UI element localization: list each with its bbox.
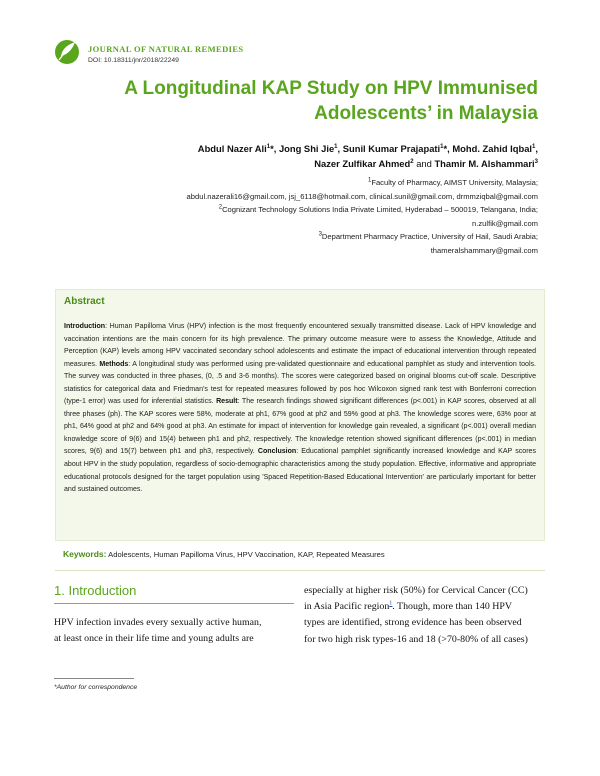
author-name: Mohd. Zahid Iqbal [452, 143, 533, 154]
body-line: especially at higher risk (50%) for Cervical Cancer (CC) [304, 585, 528, 596]
author-affiliation-mark: 3 [534, 158, 538, 165]
footnote-rule [54, 678, 134, 679]
author-affiliation-mark: 1 [266, 143, 271, 150]
author-list [78, 141, 538, 171]
journal-name: JOURNAL OF NATURAL REMEDIES [88, 44, 244, 54]
author-affiliation-mark: 2 [410, 158, 414, 165]
doi[interactable]: DOI: 10.18311/jnr/2018/22249 [88, 57, 179, 64]
keywords-label: Keywords: [63, 549, 107, 559]
affiliations [18, 176, 538, 257]
author-affiliation-mark: 1 [440, 143, 444, 150]
author-name: Jong Shi Jie [278, 143, 335, 154]
introduction-right-column [304, 583, 546, 648]
abstract-intro-label: Introduction [64, 323, 106, 330]
abstract-methods-text: : A longitudinal study was performed using pre-validated questionnaire and educational pamphlet as study and intervention tools. The survey was conducted in three phases, (0, .5 and 3-6 months). The scores were categorized based on original blooms cut-off scale. Descriptive statistics for categorical data and Friedman’s test for repeated measures followed by pos hoc Wilcoxon signed rank test with Bonferroni correction (type-1 error) was used for inferential statistics. [64, 360, 536, 406]
author-separator: *, [443, 143, 453, 154]
author-affiliation-mark: 1 [334, 143, 338, 150]
affiliation-2 [18, 203, 538, 217]
reference-link[interactable]: 1 [389, 600, 393, 607]
section-divider [55, 570, 545, 571]
body-line: types are identified, strong evidence has been observed [304, 617, 522, 629]
body-line: HPV infection invades every sexually active human, [54, 617, 262, 628]
title-line-1: A Longitudinal KAP Study on HPV Immunised [124, 78, 538, 99]
author-name: Sunil Kumar Prajapati [342, 143, 441, 154]
abstract-methods-label: Methods [99, 360, 129, 368]
abstract-conclusion-label: Conclusion [257, 448, 297, 456]
affiliation-text: Department Pharmacy Practice, University of Hail, Saudi Arabia; [321, 232, 538, 241]
author-name: Abdul Nazer Ali [197, 143, 267, 154]
page-title [70, 76, 538, 126]
author-separator: , [535, 143, 538, 154]
abstract-box [55, 289, 545, 541]
body-line [304, 599, 546, 615]
affiliation-text: Faculty of Pharmacy, AIMST University, Malaysia; [371, 178, 538, 187]
author-separator: , [337, 143, 343, 154]
affiliation-3 [18, 230, 538, 244]
body-text: . Though, more than 140 HPV [392, 601, 512, 613]
author-affiliation-mark: 1 [532, 143, 536, 150]
title-line-2: Adolescents’ in Malaysia [314, 103, 538, 124]
journal-logo [53, 36, 81, 66]
affiliation-1 [18, 176, 538, 190]
keywords-text: Adolescents, Human Papilloma Virus, HPV Vaccination, KAP, Repeated Measures [106, 550, 385, 559]
abstract-intro-text: : Human Papilloma Virus (HPV) infection is the most frequently encountered sexually transmitted disease. Lack of HPV knowledge and vaccination intentions are the main concern for its high prevalence. The primary outcome measure were to assess the Knowledge, Attitude and Perception (KAP) levels among HPV vaccinated secondary school adolescents and estimate the impact of educational intervention through repeated measures. [64, 323, 536, 368]
affiliation-3-email[interactable]: thameralshammary@gmail.com [430, 245, 538, 255]
body-text: in Asia Pacific region [304, 601, 390, 613]
author-line-1 [78, 141, 538, 156]
affiliation-1-emails[interactable]: abdul.nazerali16@gmail.com, jsj_6118@hotmail.com, clinical.sunil@gmail.com, drmmziqbal@gmail.com [186, 191, 538, 201]
affiliation-mark: 1 [367, 177, 372, 184]
body-line: at least once in their life time and young adults are [54, 633, 254, 645]
introduction-left-column [54, 615, 294, 647]
affiliation-text: Cognizant Technology Solutions India Private Limited, Hyderabad – 500019, Telangana, India; [222, 205, 538, 214]
introduction-heading: 1. Introduction [54, 583, 137, 598]
author-name: Thamir M. Alshammari [434, 158, 535, 169]
abstract-result-label: Result [216, 398, 238, 406]
abstract-heading: Abstract [64, 296, 105, 307]
author-separator: *, [270, 143, 279, 154]
abstract-conclusion-text: : Educational pamphlet significantly increased knowledge and KAP scores about HPV in the study population, regardless of socio-demographic characteristics among the study population. Effective, informative and appropriate educational protocols designed for the target population using 'Spaced Repetition-Based Educational Intervention' are particularly important for better and sustained outcomes. [64, 448, 536, 494]
abstract-result-text: : The research findings showed significant differences (p<.001) in KAP scores, observed at all three phases (ph). The KAP scores were 58%, moderate at ph1, 67% good at ph2 and 59% good at ph3. The knowledge scores were, 63% poor at ph1, 64% good at ph2 and 64% good at ph3. An estimate for impact of intervention for knowledge gain revealed, a significant (p<.001) overall median knowledge score of 9(6) and 15(4) between ph1 and ph2, respectively. The knowledge retention showed significant differences (p<.001) in median scores, 9(6) and 15(7) between ph1 and ph3, respectively. [64, 398, 536, 456]
body-line: for two high risk types-16 and 18 (>70-80% of all cases) [304, 633, 528, 645]
footnote: *Author for correspondence [54, 684, 138, 691]
affiliation-2-email[interactable]: n.zulfik@gmail.com [472, 218, 538, 228]
author-name: Nazer Zulfikar Ahmed [314, 158, 411, 169]
affiliation-mark: 2 [218, 204, 223, 211]
keywords [63, 549, 385, 559]
introduction-rule [54, 603, 294, 604]
author-separator: and [413, 158, 435, 169]
affiliation-mark: 3 [318, 231, 322, 238]
abstract-text [64, 321, 536, 497]
author-line-2 [78, 156, 538, 171]
